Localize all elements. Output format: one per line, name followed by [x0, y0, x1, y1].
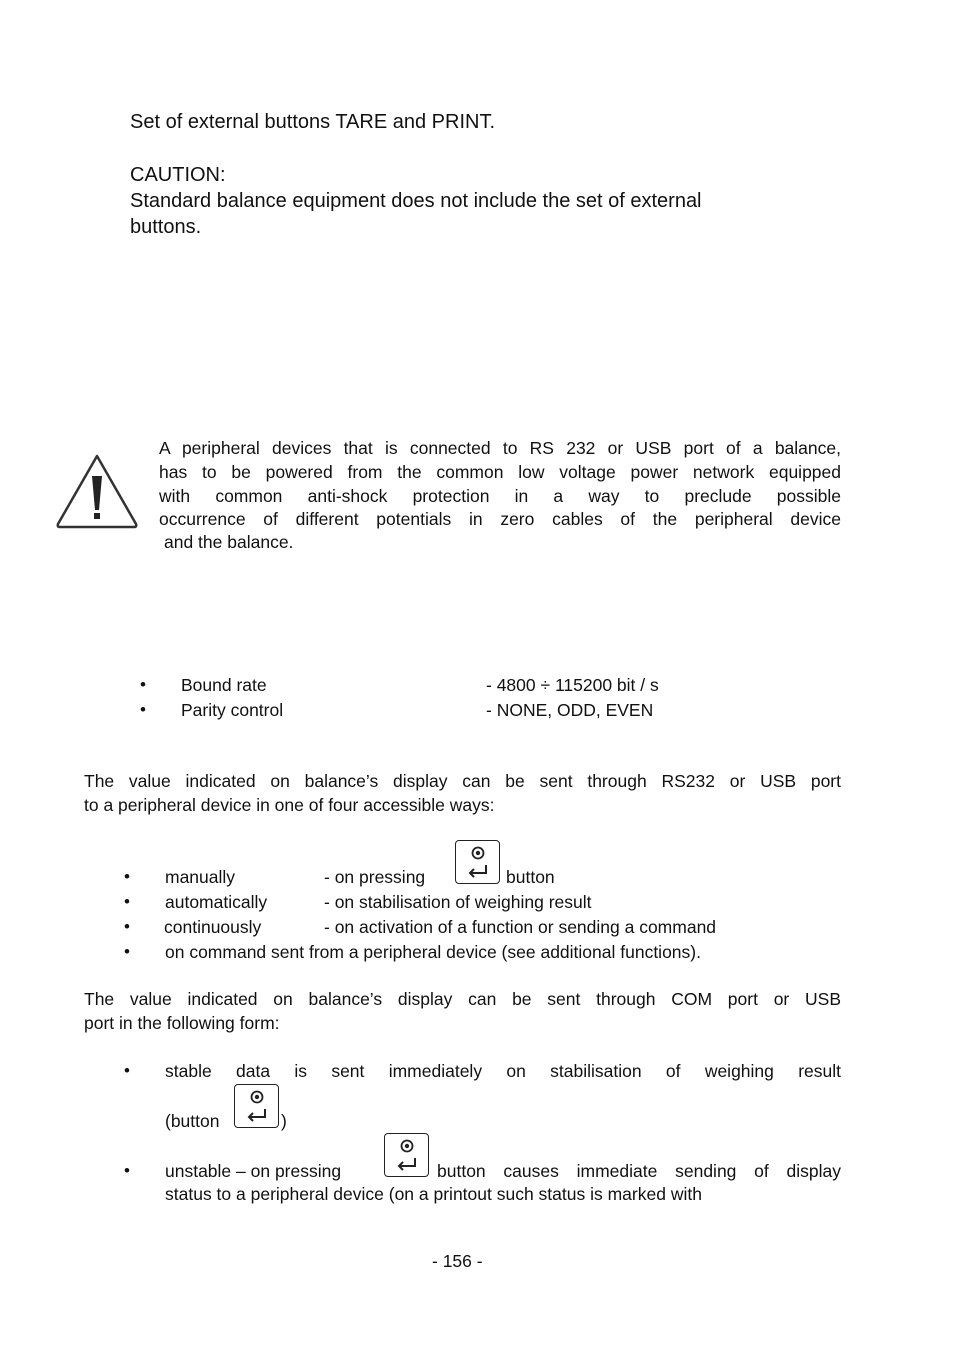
external-buttons-heading: Set of external buttons TARE and PRINT.: [130, 111, 495, 133]
warning-text-line1: A peripheral devices that is connected to RS 232 or USB port of a balance,: [159, 438, 841, 458]
mode-continuous-name: continuously: [164, 917, 262, 937]
form-unstable-line2: status to a peripheral device (on a printout such status is marked with: [165, 1184, 702, 1204]
mode-manual-desc: - on pressing: [324, 867, 426, 887]
caution-text-line2: buttons.: [130, 216, 202, 238]
para1-line2: to a peripheral device in one of four accessible ways:: [84, 795, 495, 815]
bullet-icon: •: [124, 867, 130, 886]
bullet-icon: •: [124, 1061, 130, 1080]
print-enter-key-icon: [384, 1133, 429, 1177]
mode-auto-desc: - on stabilisation of weighing result: [324, 892, 592, 912]
warning-text-line4: occurrence of different potentials in zero cables of the peripheral device: [159, 509, 841, 529]
mode-manual-desc-end: button: [506, 867, 555, 887]
bullet-icon: •: [140, 700, 146, 719]
para2-line2: port in the following form:: [84, 1013, 280, 1033]
bullet-icon: •: [124, 1161, 130, 1180]
warning-text-line2: has to be powered from the common low voltage power network equipped: [159, 462, 841, 482]
warning-text-line5: and the balance.: [164, 532, 294, 552]
print-enter-key-icon: [455, 840, 500, 884]
caution-text-line1: Standard balance equipment does not include the set of external: [130, 190, 702, 212]
form-unstable-label: unstable – on pressing: [165, 1161, 342, 1181]
form-stable-button-label: (button: [165, 1111, 220, 1131]
form-unstable-desc: button causes immediate sending of display: [437, 1161, 841, 1181]
warning-triangle-icon: [54, 452, 140, 530]
page-number: - 156 -: [432, 1251, 483, 1271]
caution-label: CAUTION:: [130, 164, 226, 186]
mode-auto-name: automatically: [165, 892, 268, 912]
form-stable-line1: stable data is sent immediately on stabilisation of weighing result: [165, 1061, 841, 1081]
bullet-icon: •: [124, 942, 130, 961]
warning-text-line3: with common anti-shock protection in a way to preclude possible: [159, 486, 841, 506]
bullet-icon: •: [124, 917, 130, 936]
para1-line1: The value indicated on balance’s display can be sent through RS232 or USB port: [84, 771, 841, 791]
param-value: - 4800 ÷ 115200 bit / s: [486, 675, 659, 695]
param-value: - NONE, ODD, EVEN: [486, 700, 654, 720]
form-stable-close-paren: ): [281, 1111, 287, 1131]
para2-line1: The value indicated on balance’s display can be sent through COM port or USB: [84, 989, 841, 1009]
param-name: Bound rate: [181, 675, 267, 695]
bullet-icon: •: [140, 675, 146, 694]
bullet-icon: •: [124, 892, 130, 911]
mode-command: on command sent from a peripheral device (see additional functions).: [165, 942, 701, 962]
mode-manual-name: manually: [165, 867, 236, 887]
mode-continuous-desc: - on activation of a function or sending a command: [324, 917, 717, 937]
print-enter-key-icon: [234, 1084, 279, 1128]
param-name: Parity control: [181, 700, 284, 720]
